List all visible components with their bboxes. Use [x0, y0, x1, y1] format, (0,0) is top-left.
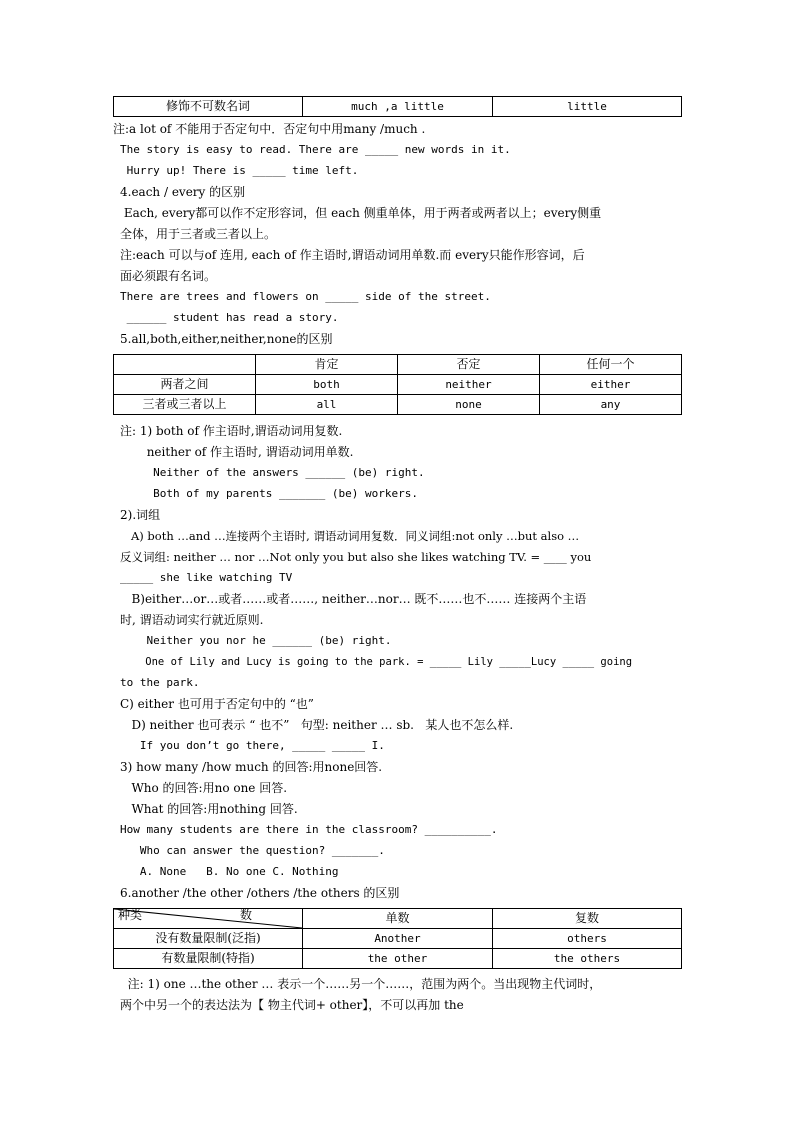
table-cell: all	[256, 395, 398, 415]
table-row	[114, 395, 682, 415]
table-cell: 两者之间	[114, 375, 256, 395]
section-heading: 5.all,both,either,neither,none的区别	[120, 332, 333, 346]
text-line: Each, every都可以作不定形容词，但 each 侧重单体，用于两者或两者以上；every侧重	[120, 206, 602, 220]
text-line: One of Lily and Lucy is going to the park. = _____ Lily _____Lucy _____ going	[120, 656, 633, 668]
text-line: _____ she like watching TV	[120, 571, 293, 584]
table-cell: 肯定	[256, 355, 398, 375]
text-line: 全体，用于三者或三者以上。	[120, 227, 277, 241]
table-cell: 复数	[493, 909, 682, 929]
diagonal-divider	[114, 909, 302, 928]
table-row	[114, 375, 682, 395]
table-cell: 否定	[398, 355, 540, 375]
text-line: Neither of the answers ______ (be) right.	[120, 466, 425, 479]
table-uncountable	[113, 96, 682, 117]
table-row	[114, 909, 682, 929]
table-corner-cell	[114, 909, 303, 929]
text-line: 3) how many /how much 的回答:用none回答.	[120, 760, 383, 774]
text-line: D) neither 也可表示 “ 也不” 句型: neither … sb. 某人也不怎么样.	[120, 718, 514, 732]
table-row	[114, 949, 682, 969]
table-cell: either	[540, 375, 682, 395]
table-cell: any	[540, 395, 682, 415]
table-cell: little	[493, 97, 682, 117]
table-cell: 修饰不可数名词	[114, 97, 303, 117]
section-heading: 4.each / every 的区别	[120, 185, 246, 199]
table-cell: others	[493, 929, 682, 949]
text-line: Who can answer the question? _______.	[120, 844, 385, 857]
table-cell: 没有数量限制(泛指)	[114, 929, 303, 949]
text-line: 面必须跟有名词。	[120, 269, 217, 283]
text-line: to the park.	[120, 676, 200, 689]
text-line: 时, 谓语动词实行就近原则.	[120, 613, 264, 627]
table-row	[114, 355, 682, 375]
text-line: Both of my parents _______ (be) workers.	[120, 487, 419, 500]
table-cell: neither	[398, 375, 540, 395]
table-cell: 任何一个	[540, 355, 682, 375]
table-cell: the others	[493, 949, 682, 969]
text-line: There are trees and flowers on _____ side of the street.	[120, 290, 491, 303]
corner-label-category: 种类	[118, 908, 143, 922]
text-line: Hurry up! There is _____ time left.	[120, 164, 359, 177]
text-line: B)either…or…或者……或者……, neither…nor… 既不……也不…… 连接两个主语	[120, 592, 587, 606]
table-another-other	[113, 908, 682, 969]
text-line: Who 的回答:用no one 回答.	[120, 781, 288, 795]
table-row	[114, 929, 682, 949]
text-line: 注:each 可以与of 连用, each of 作主语时,谓语动词用单数.而 every只能作形容词，后	[120, 248, 585, 262]
table-cell: much ,a little	[303, 97, 493, 117]
text-line: A) both …and …连接两个主语时, 谓语动词用复数．同义词组:not only …but also …	[120, 529, 580, 543]
table-cell	[114, 355, 256, 375]
text-line: If you don’t go there, _____ _____ I.	[120, 739, 385, 752]
text-line: The story is easy to read. There are _____ new words in it.	[120, 143, 511, 156]
text-line: 反义词组: neither … nor …Not only you but also she likes watching TV. = ____ you	[120, 550, 592, 564]
text-line: 注:a lot of 不能用于否定句中．否定句中用many /much .	[113, 122, 426, 136]
text-line: 注: 1) one …the other … 表示一个……另一个……，范围为两个。当出现物主代词时，	[120, 977, 602, 991]
table-all-both	[113, 354, 682, 415]
table-cell: none	[398, 395, 540, 415]
text-line: What 的回答:用nothing 回答.	[120, 802, 298, 816]
corner-label-number: 数	[239, 908, 252, 922]
table-cell: 单数	[303, 909, 493, 929]
table-cell: 三者或三者以上	[114, 395, 256, 415]
table-cell: 有数量限制(特指)	[114, 949, 303, 969]
table-cell: Another	[303, 929, 493, 949]
table-row	[114, 97, 682, 117]
text-line: 两个中另一个的表达法为【 物主代词+ other】，不可以再加 the	[120, 998, 464, 1012]
table-cell: both	[256, 375, 398, 395]
text-line: How many students are there in the classroom? __________.	[120, 823, 498, 836]
text-line: A. None B. No one C. Nothing	[120, 865, 339, 878]
section-heading: 6.another /the other /others /the others 的区别	[120, 886, 400, 900]
text-line: ______ student has read a story.	[120, 311, 339, 324]
section-heading: 2).词组	[120, 508, 161, 522]
text-line: Neither you nor he ______ (be) right.	[120, 634, 392, 647]
table-cell: the other	[303, 949, 493, 969]
text-line: 注: 1) both of 作主语时,谓语动词用复数.	[120, 424, 343, 438]
text-line: C) either 也可用于否定句中的 “也”	[120, 697, 314, 711]
text-line: neither of 作主语时, 谓语动词用单数.	[120, 445, 354, 459]
